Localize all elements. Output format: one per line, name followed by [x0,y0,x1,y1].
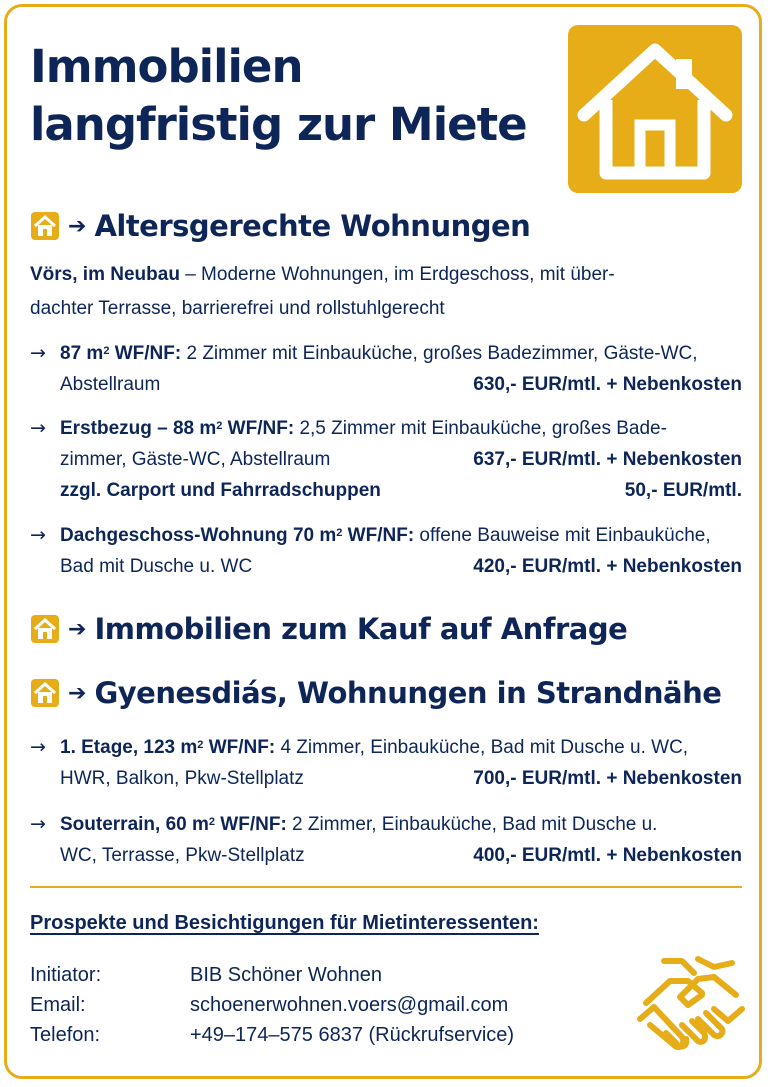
house-emoji-icon [30,211,60,241]
house-emoji-icon [30,614,60,644]
listing-size: Erstbezug – 88 m [60,418,217,439]
listing-size: Dachgeschoss-Wohnung 70 m [60,525,337,546]
listing-description-2: Abstellraum [60,374,161,395]
house-emoji-icon [30,678,60,708]
section-heading-gyenesdias [30,673,721,713]
arrow-right-icon: → [30,813,46,835]
listing-price: 637,- EUR/mtl. + Nebenkosten [473,449,742,470]
listing-price: 630,- EUR/mtl. + Nebenkosten [473,374,742,395]
arrow-right-icon: → [30,342,46,364]
listing-description: 2 Zimmer mit Einbauküche, großes Badezimmer, Gäste-WC, [181,343,698,364]
listing-description-2: WC, Terrasse, Pkw-Stellplatz [60,845,305,866]
title-line-2: langfristig zur Miete [30,98,527,151]
listing-extra-label: zzgl. Carport und Fahrradschuppen [60,480,381,501]
listing-price: 700,- EUR/mtl. + Nebenkosten [473,768,742,789]
listing-description-2: zimmer, Gäste-WC, Abstellraum [60,449,331,470]
contact-value: BIB Schöner Wohnen [190,964,382,986]
superscript: 2 [197,739,204,751]
listing-item [30,413,742,506]
intro-location: Vörs, im Neubau [30,264,180,285]
intro-line-1: – Moderne Wohnungen, im Erdgeschoss, mit über- [179,264,615,285]
listing-price: 400,- EUR/mtl. + Nebenkosten [473,845,742,866]
listing-description: offene Bauweise mit Einbauküche, [414,525,711,546]
listing-description-2: HWR, Balkon, Pkw-Stellplatz [60,768,304,789]
section-title: Gyenesdiás, Wohnungen in Strandnähe [94,676,722,710]
section-arrow: ➔ [68,680,87,706]
contact-row-initiator [30,960,382,990]
intro-text [30,258,746,326]
contact-label: Telefon: [30,1024,101,1046]
contact-label: Initiator: [30,964,102,986]
phone-link[interactable]: +49–174–575 6837 (Rückrufservice) [190,1024,515,1046]
handshake-icon [636,955,746,1065]
section-heading-kauf [30,609,627,649]
listing-description: 4 Zimmer, Einbauküche, Bad mit Dusche u. WC, [275,737,689,758]
contact-row-email [30,990,508,1020]
section-title: Altersgerechte Wohnungen [94,209,531,243]
page-title [30,38,527,154]
divider [30,886,742,888]
superscript: 2 [336,527,343,539]
listing-size: 87 m [60,343,104,364]
listing-label: WF/NF: [342,525,415,546]
section-title: Immobilien zum Kauf auf Anfrage [94,612,628,646]
listing-label: WF/NF: [109,343,182,364]
listing-description-2: Bad mit Dusche u. WC [60,556,253,577]
arrow-right-icon: → [30,417,46,439]
listing-size: Souterrain, 60 m [60,814,209,835]
listing-item [30,732,742,794]
listing-price: 420,- EUR/mtl. + Nebenkosten [473,556,742,577]
listing-item [30,338,742,400]
section-heading-altersgerecht [30,206,530,246]
listing-description: 2,5 Zimmer mit Einbauküche, großes Bade- [294,418,667,439]
email-link[interactable]: schoenerwohnen.voers@gmail.com [190,994,509,1016]
superscript: 2 [103,345,110,357]
intro-line-2: dachter Terrasse, barrierefrei und rollstuhlgerecht [30,298,445,319]
listing-label: WF/NF: [203,737,276,758]
contact-label: Email: [30,994,86,1016]
listing-label: WF/NF: [215,814,287,835]
listing-size: 1. Etage, 123 m [60,737,198,758]
house-icon [568,25,742,193]
arrow-right-icon: → [30,736,46,758]
arrow-right-icon: → [30,524,46,546]
listing-item [30,809,742,871]
superscript: 2 [216,420,223,432]
listing-label: WF/NF: [222,418,295,439]
contact-heading: Prospekte und Besichtigungen für Mietinteressenten: [30,912,539,934]
contact-row-phone [30,1020,514,1050]
listing-description: 2 Zimmer, Einbauküche, Bad mit Dusche u. [286,814,658,835]
superscript: 2 [208,816,216,828]
section-arrow: ➔ [68,616,87,642]
section-arrow: ➔ [68,213,87,239]
title-line-1: Immobilien [30,40,303,93]
listing-item [30,520,742,582]
listing-extra-price: 50,- EUR/mtl. [624,480,742,501]
